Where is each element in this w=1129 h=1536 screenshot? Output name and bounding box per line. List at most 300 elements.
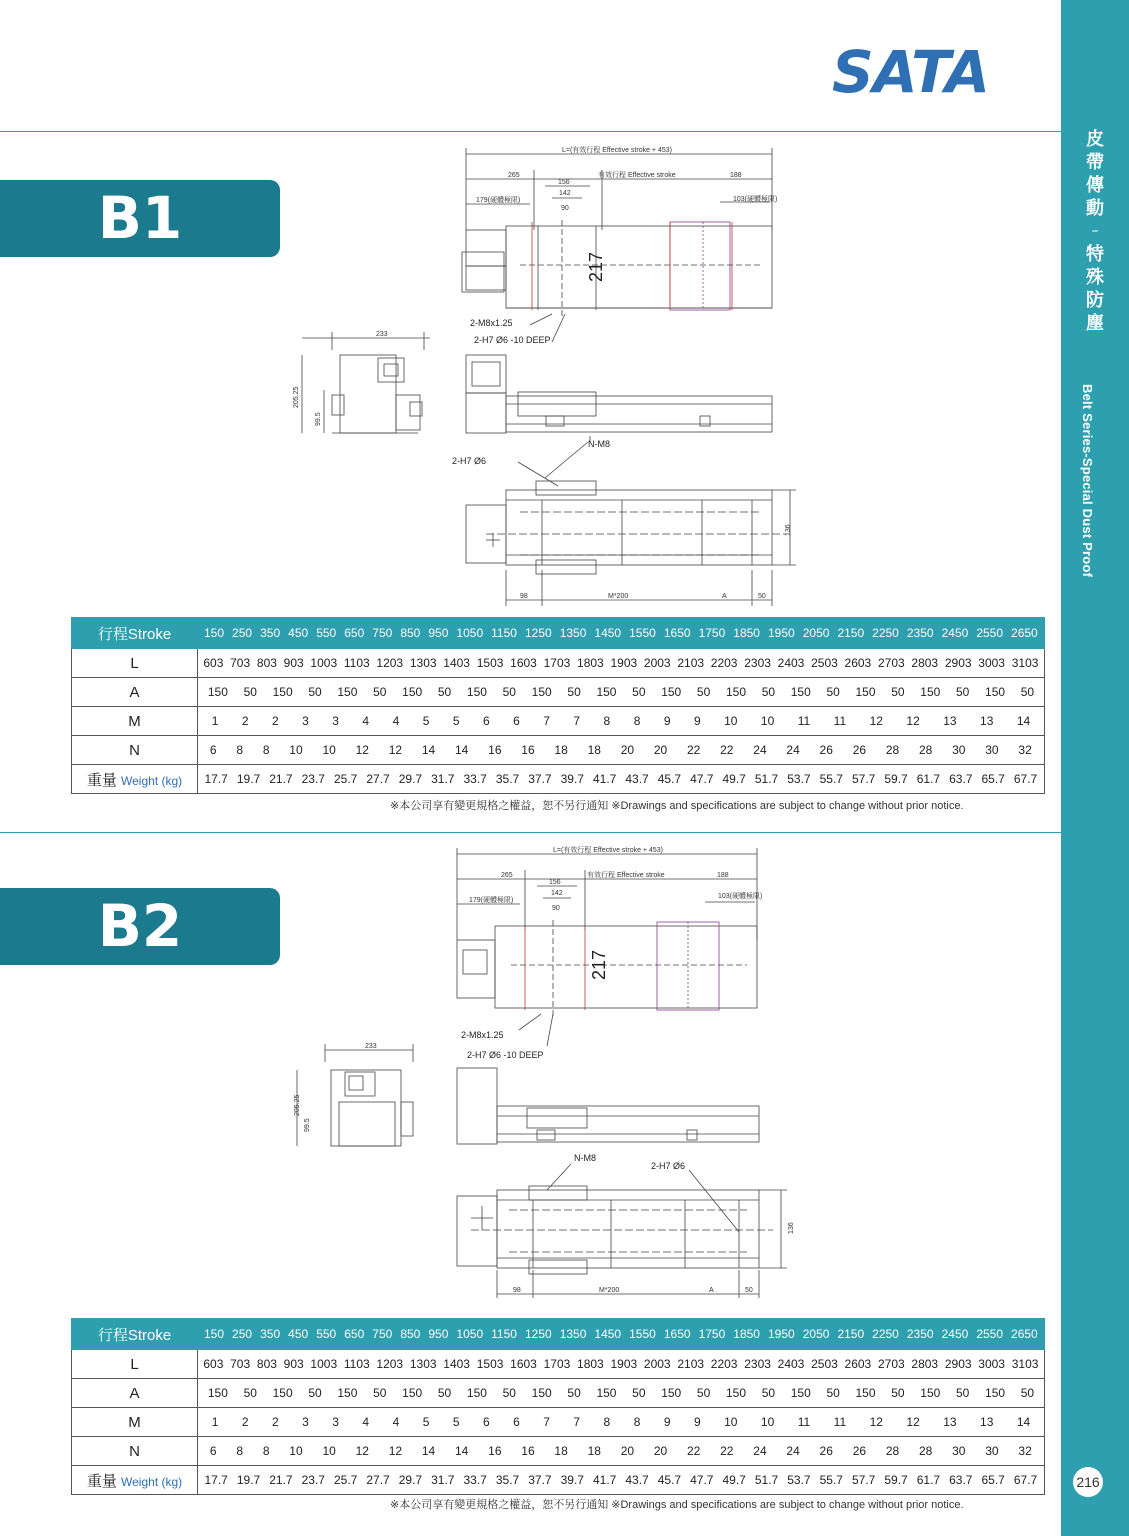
table-cell: 30 <box>985 743 999 757</box>
label-142: 142 <box>559 190 571 197</box>
table-cell: 43.7 <box>625 1473 649 1487</box>
table-cell: 150 <box>855 685 876 699</box>
table-cell: 8 <box>603 714 611 728</box>
table-cell: 150 <box>661 1386 682 1400</box>
table-cell: 6 <box>513 1415 520 1429</box>
table-cell: 12 <box>388 743 403 757</box>
label-m200: M*200 <box>599 1287 620 1294</box>
table-cell: 150 <box>337 685 358 699</box>
table-cell: 903 <box>283 1357 304 1371</box>
row-values <box>198 736 1045 765</box>
table-cell: 17.7 <box>204 1473 228 1487</box>
table-cell: 6 <box>482 1415 490 1429</box>
table-cell: 7 <box>543 1415 550 1429</box>
table-cell: 7 <box>573 714 581 728</box>
label-limit-right: 103(硬體極限) <box>733 196 778 203</box>
table-cell: 2503 <box>811 1357 838 1371</box>
label-limit-right: 103(硬體極限) <box>718 893 763 900</box>
table-cell: 11 <box>833 714 847 728</box>
table-cell: 1503 <box>476 1357 504 1371</box>
table-cell: 150 <box>790 1386 811 1400</box>
table-cell: 28 <box>885 1444 900 1458</box>
table-cell: 4 <box>392 1415 400 1429</box>
table-cell: 1950 <box>768 626 795 640</box>
row-label <box>72 1379 198 1408</box>
table-cell: 45.7 <box>657 772 682 786</box>
label-217: 217 <box>589 949 609 980</box>
table-cell: 603 <box>203 656 224 670</box>
table-cell: 10 <box>724 714 738 728</box>
table-cell: 1503 <box>476 656 504 670</box>
table-header-row <box>72 618 1045 649</box>
table-cell: 51.7 <box>754 1473 779 1487</box>
table-cell: 1703 <box>543 656 571 670</box>
label-50: 50 <box>758 593 766 600</box>
table-cell: 29.7 <box>398 772 423 786</box>
table-cell: 14 <box>455 1444 469 1458</box>
table-cell: 12 <box>906 714 920 728</box>
table-row <box>72 1350 1045 1379</box>
table-cell: 24 <box>786 743 800 757</box>
table-cell: 12 <box>388 1444 403 1458</box>
row-label-text: M <box>128 712 141 730</box>
label-156: 156 <box>549 879 561 886</box>
table-cell: 2 <box>241 714 249 728</box>
table-cell: 3003 <box>978 656 1005 670</box>
table-cell: 950 <box>428 626 449 640</box>
label-a: A <box>722 593 727 600</box>
table-cell: 2603 <box>844 656 872 670</box>
table-cell: 2 <box>241 1415 249 1429</box>
row-label-text: A <box>129 1384 140 1402</box>
table-cell: 150 <box>204 1327 225 1341</box>
label-limit-left: 179(硬體極限) <box>476 197 521 204</box>
table-cell: 10 <box>322 743 336 757</box>
table-row <box>72 678 1045 707</box>
table-cell: 37.7 <box>528 772 552 786</box>
table-cell: 1903 <box>610 656 638 670</box>
table-cell: 3 <box>332 1415 339 1429</box>
table-cell: 33.7 <box>463 772 487 786</box>
table-cell: 23.7 <box>301 772 325 786</box>
table-cell: 25.7 <box>334 772 358 786</box>
label-effective-stroke: 有效行程 Effective stroke <box>598 172 676 179</box>
table-cell: 67.7 <box>1013 772 1038 786</box>
table-cell: 2550 <box>976 626 1004 640</box>
table-cell: 14 <box>1016 1415 1031 1429</box>
table-cell: 2550 <box>976 1327 1004 1341</box>
label-l-formula: L=(有效行程 Effective stroke + 453) <box>553 847 663 854</box>
table-cell: 3103 <box>1011 656 1039 670</box>
table-cell: 23.7 <box>301 1473 325 1487</box>
row-label <box>72 765 198 794</box>
label-188: 188 <box>717 872 729 879</box>
label-136: 136 <box>785 524 792 536</box>
side-char: 動 <box>1086 198 1104 219</box>
row-label <box>72 649 198 678</box>
table-cell: 10 <box>322 1444 336 1458</box>
table-cell: 27.7 <box>366 772 390 786</box>
table-cell: 16 <box>521 743 535 757</box>
table-cell: 50 <box>308 685 322 699</box>
table-cell: 1703 <box>543 1357 571 1371</box>
label-156: 156 <box>558 179 570 186</box>
sata-logo: SATA <box>832 38 990 106</box>
table-cell: 49.7 <box>722 1473 746 1487</box>
table-cell: 1750 <box>698 1327 726 1341</box>
table-cell: 850 <box>400 626 421 640</box>
table-cell: 53.7 <box>787 772 811 786</box>
disclaimer-note: ※本公司享有變更規格之權益，恕不另行通知 ※Drawings and specifications are subject to change without prior notice. <box>390 1499 964 1511</box>
label-205: 205.25 <box>294 1094 301 1116</box>
side-char: 殊 <box>1086 267 1104 288</box>
table-cell: 26 <box>819 1444 833 1458</box>
table-cell: 2003 <box>643 656 671 670</box>
table-cell: 2903 <box>944 656 972 670</box>
table-cell: 1350 <box>559 1327 587 1341</box>
table-cell: 50 <box>437 1386 452 1400</box>
table-cell: 2250 <box>872 626 899 640</box>
table-cell: 32 <box>1018 743 1032 757</box>
label-90: 90 <box>552 905 560 912</box>
page-number: 216 <box>1073 1467 1103 1497</box>
table-row <box>72 707 1045 736</box>
table-cell: 43.7 <box>625 772 649 786</box>
table-cell: 2703 <box>877 656 905 670</box>
table-cell: 150 <box>466 1386 487 1400</box>
table-cell: 1250 <box>524 626 552 640</box>
table-cell: 22 <box>686 743 701 757</box>
table-row <box>72 1437 1045 1466</box>
table-cell: 50 <box>308 1386 322 1400</box>
table-cell: 650 <box>344 626 365 640</box>
table-cell: 13 <box>943 714 957 728</box>
table-cell: 350 <box>260 626 281 640</box>
table-cell: 650 <box>344 1327 365 1341</box>
table-cell: 2003 <box>643 1357 671 1371</box>
stroke-label: 行程Stroke <box>97 1326 172 1344</box>
table-cell: 18 <box>554 743 568 757</box>
table-cell: 2150 <box>837 1327 865 1341</box>
table-cell: 1850 <box>733 626 760 640</box>
label-nm8: N-M8 <box>588 439 610 449</box>
table-cell: 9 <box>663 1415 671 1429</box>
table-cell: 803 <box>256 1357 277 1371</box>
table-cell: 45.7 <box>657 1473 682 1487</box>
divider <box>0 131 1061 132</box>
table-cell: 50 <box>567 1386 581 1400</box>
row-label <box>72 678 198 707</box>
table-cell: 1050 <box>456 1327 484 1341</box>
row-values <box>198 618 1045 649</box>
table-cell: 50 <box>502 685 516 699</box>
label-effective-stroke: 有效行程 Effective stroke <box>587 872 665 879</box>
table-cell: 41.7 <box>593 1473 617 1487</box>
table-cell: 550 <box>316 626 337 640</box>
table-cell: 10 <box>724 1415 738 1429</box>
table-cell: 3003 <box>978 1357 1005 1371</box>
table-cell: 18 <box>587 1444 601 1458</box>
table-cell: 2903 <box>944 1357 972 1371</box>
label-l-formula: L=(有效行程 Effective stroke + 453) <box>562 147 672 154</box>
table-cell: 9 <box>693 1415 701 1429</box>
table-cell: 13 <box>980 714 994 728</box>
label-265: 265 <box>508 172 520 179</box>
table-cell: 150 <box>596 685 617 699</box>
table-cell: 50 <box>955 685 970 699</box>
table-cell: 2 <box>272 1415 279 1429</box>
table-cell: 450 <box>288 626 309 640</box>
table-cell: 55.7 <box>819 772 843 786</box>
table-cell: 2650 <box>1011 1327 1038 1341</box>
weight-label-en: Weight (kg) <box>121 773 183 788</box>
table-cell: 150 <box>985 1386 1006 1400</box>
label-188: 188 <box>730 172 742 179</box>
side-char: 皮 <box>1086 129 1104 150</box>
table-cell: 61.7 <box>916 1473 941 1487</box>
table-cell: 1103 <box>343 656 370 670</box>
table-cell: 1803 <box>577 656 604 670</box>
row-values <box>198 707 1045 736</box>
table-cell: 1303 <box>409 1357 437 1371</box>
table-cell: 8 <box>603 1415 611 1429</box>
table-cell: 21.7 <box>269 1473 293 1487</box>
table-cell: 3 <box>332 714 339 728</box>
table-cell: 150 <box>466 685 487 699</box>
table-cell: 50 <box>437 685 452 699</box>
table-cell: 1103 <box>343 1357 370 1371</box>
table-cell: 1803 <box>577 1357 604 1371</box>
table-cell: 1603 <box>510 656 537 670</box>
table-cell: 2803 <box>911 656 939 670</box>
table-cell: 2450 <box>941 626 969 640</box>
table-cell: 55.7 <box>819 1473 843 1487</box>
table-cell: 16 <box>488 1444 502 1458</box>
table-cell: 1550 <box>629 1327 656 1341</box>
divider <box>0 832 1061 833</box>
table-cell: 2103 <box>677 656 705 670</box>
label-a: A <box>709 1287 714 1294</box>
table-cell: 2350 <box>906 1327 934 1341</box>
label-99: 99.5 <box>304 1118 311 1132</box>
table-cell: 150 <box>531 685 552 699</box>
table-cell: 950 <box>428 1327 449 1341</box>
table-cell: 150 <box>402 1386 423 1400</box>
table-cell: 1250 <box>524 1327 552 1341</box>
table-cell: 150 <box>204 626 225 640</box>
table-cell: 18 <box>554 1444 568 1458</box>
row-label <box>72 1437 198 1466</box>
table-cell: 603 <box>203 1357 224 1371</box>
row-values <box>198 765 1045 794</box>
label-m200: M*200 <box>608 593 629 600</box>
table-cell: 5 <box>452 1415 460 1429</box>
table-cell: 8 <box>262 1444 270 1458</box>
section-tag-b2: B2 <box>0 888 280 965</box>
table-cell: 4 <box>362 714 370 728</box>
table-cell: 750 <box>372 626 393 640</box>
table-cell: 50 <box>243 685 257 699</box>
table-cell: 250 <box>232 1327 253 1341</box>
table-cell: 350 <box>260 1327 281 1341</box>
table-cell: 150 <box>207 685 228 699</box>
table-row <box>72 765 1045 794</box>
table-cell: 20 <box>653 1444 668 1458</box>
side-char: 傳 <box>1086 175 1104 196</box>
table-cell: 12 <box>355 743 369 757</box>
table-cell: 4 <box>362 1415 370 1429</box>
table-cell: 16 <box>488 743 502 757</box>
technical-drawing-b1 <box>290 140 810 610</box>
table-cell: 50 <box>567 685 581 699</box>
table-cell: 17.7 <box>204 772 228 786</box>
table-cell: 27.7 <box>366 1473 390 1487</box>
label-thread: 2-M8x1.25 <box>470 318 513 328</box>
label-50: 50 <box>745 1287 753 1294</box>
table-cell: 18 <box>587 743 601 757</box>
table-cell: 50 <box>891 1386 905 1400</box>
table-cell: 150 <box>337 1386 358 1400</box>
table-cell: 50 <box>1020 685 1035 699</box>
table-cell: 30 <box>985 1444 999 1458</box>
table-cell: 1450 <box>594 1327 622 1341</box>
row-label <box>72 618 198 649</box>
table-cell: 49.7 <box>722 772 746 786</box>
table-row <box>72 649 1045 678</box>
table-cell: 35.7 <box>495 1473 520 1487</box>
table-cell: 3 <box>302 1415 309 1429</box>
table-cell: 2403 <box>777 1357 805 1371</box>
table-cell: 25.7 <box>334 1473 358 1487</box>
row-label <box>72 1350 198 1379</box>
row-label-text: N <box>129 741 140 759</box>
table-cell: 5 <box>422 714 430 728</box>
table-cell: 703 <box>230 1357 251 1371</box>
table-cell: 8 <box>236 1444 244 1458</box>
table-cell: 11 <box>797 714 811 728</box>
table-cell: 150 <box>985 685 1006 699</box>
table-cell: 2150 <box>837 626 865 640</box>
table-cell: 50 <box>243 1386 257 1400</box>
table-cell: 33.7 <box>463 1473 487 1487</box>
table-cell: 150 <box>920 1386 941 1400</box>
table-cell: 1750 <box>698 626 726 640</box>
label-217: 217 <box>586 251 606 282</box>
table-cell: 50 <box>632 685 646 699</box>
table-cell: 1903 <box>610 1357 638 1371</box>
table-cell: 1650 <box>663 626 691 640</box>
row-label <box>72 736 198 765</box>
table-cell: 29.7 <box>398 1473 423 1487</box>
row-values <box>198 1408 1045 1437</box>
table-cell: 50 <box>826 685 840 699</box>
table-row <box>72 1466 1045 1495</box>
table-cell: 803 <box>256 656 277 670</box>
table-cell: 26 <box>852 743 867 757</box>
table-cell: 21.7 <box>269 772 293 786</box>
label-265: 265 <box>501 872 513 879</box>
table-cell: 26 <box>852 1444 867 1458</box>
table-cell: 28 <box>918 743 933 757</box>
row-label-text: L <box>130 1355 139 1373</box>
table-cell: 12 <box>869 1415 883 1429</box>
table-cell: 47.7 <box>690 772 714 786</box>
label-142: 142 <box>551 890 563 897</box>
weight-label-cn: 重量 <box>86 771 117 789</box>
row-label <box>72 707 198 736</box>
row-label <box>72 1466 198 1495</box>
table-cell: 12 <box>906 1415 920 1429</box>
side-char: 塵 <box>1086 313 1104 334</box>
table-cell: 1650 <box>663 1327 691 1341</box>
table-cell: 14 <box>455 743 469 757</box>
table-cell: 14 <box>421 743 436 757</box>
table-cell: 2103 <box>677 1357 705 1371</box>
weight-label-cn: 重量 <box>86 1472 117 1490</box>
section-tag-b1: B1 <box>0 180 280 257</box>
table-cell: 2303 <box>744 1357 771 1371</box>
table-cell: 550 <box>316 1327 337 1341</box>
table-cell: 250 <box>232 626 253 640</box>
table-cell: 50 <box>502 1386 516 1400</box>
table-cell: 50 <box>891 685 905 699</box>
table-cell: 1850 <box>733 1327 760 1341</box>
table-cell: 8 <box>236 743 244 757</box>
table-cell: 2503 <box>811 656 838 670</box>
table-cell: 31.7 <box>431 772 455 786</box>
table-cell: 2603 <box>844 1357 872 1371</box>
row-values <box>198 1319 1045 1350</box>
disclaimer-note: ※本公司享有變更規格之權益，恕不另行通知 ※Drawings and specifications are subject to change without prior notice. <box>390 800 964 812</box>
table-cell: 11 <box>833 1415 847 1429</box>
table-cell: 35.7 <box>495 772 520 786</box>
table-cell: 50 <box>826 1386 840 1400</box>
table-cell: 57.7 <box>852 772 876 786</box>
row-values <box>198 1379 1045 1408</box>
table-row <box>72 1379 1045 1408</box>
table-cell: 2 <box>272 714 279 728</box>
row-values <box>198 1437 1045 1466</box>
table-cell: 2703 <box>877 1357 905 1371</box>
table-cell: 4 <box>392 714 400 728</box>
table-cell: 2303 <box>744 656 771 670</box>
table-cell: 1 <box>211 1415 219 1429</box>
table-cell: 3 <box>302 714 309 728</box>
table-cell: 50 <box>761 685 776 699</box>
table-cell: 12 <box>355 1444 369 1458</box>
table-cell: 50 <box>632 1386 646 1400</box>
table-cell: 2050 <box>802 1327 830 1341</box>
table-cell: 2350 <box>906 626 934 640</box>
table-cell: 6 <box>209 743 217 757</box>
table-cell: 12 <box>869 714 883 728</box>
table-cell: 50 <box>373 1386 387 1400</box>
table-cell: 1950 <box>768 1327 795 1341</box>
side-title <box>1061 128 1129 335</box>
table-cell: 50 <box>955 1386 970 1400</box>
table-cell: 59.7 <box>884 772 908 786</box>
row-label-text: L <box>130 654 139 672</box>
table-cell: 150 <box>207 1386 228 1400</box>
table-cell: 28 <box>885 743 900 757</box>
table-cell: 39.7 <box>560 772 584 786</box>
table-cell: 150 <box>272 1386 293 1400</box>
table-cell: 150 <box>661 685 682 699</box>
table-cell: 6 <box>513 714 520 728</box>
table-cell: 14 <box>421 1444 436 1458</box>
table-cell: 10 <box>760 714 775 728</box>
table-cell: 9 <box>663 714 671 728</box>
